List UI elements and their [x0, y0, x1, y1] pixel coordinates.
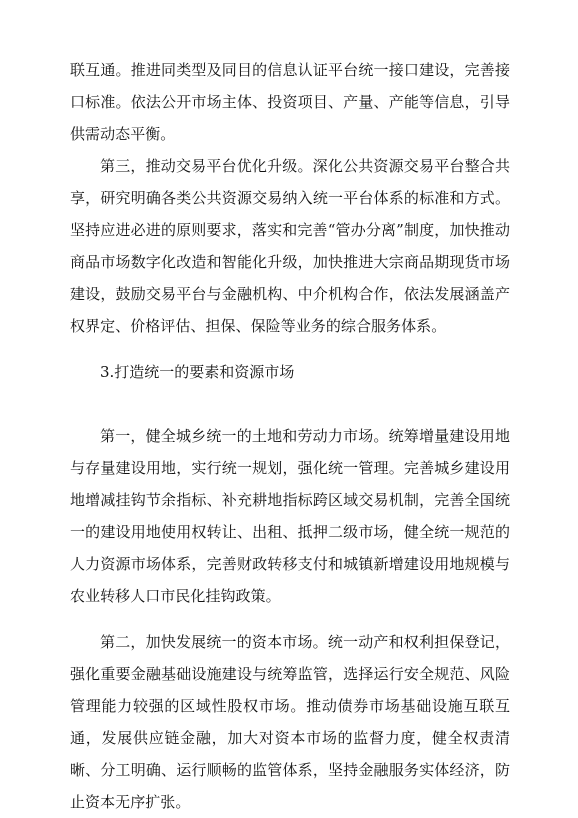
paragraph-trading-platform: 第三，推动交易平台优化升级。深化公共资源交易平台整合共享，研究明确各类公共资源交易纳入统一平台体系的标准和方式。坚持应进必进的原则要求，落实和完善“管办分离”制度，加快推动商品市场数字化改造和智能化升级，加快推进大宗商品期现货市场建设，鼓励交易平台与金融机构、中介机构合作，依法发展涵盖产权界定、价格评估、担保、保险等业务的综合服务体系。: [70, 157, 510, 335]
section-heading: 3.打造统一的要素和资源市场: [100, 363, 295, 381]
paragraph-land-labor-market: 第一，健全城乡统一的土地和劳动力市场。统筹增量建设用地与存量建设用地，实行统一规划，强化统一管理。完善城乡建设用地增减挂钩节余指标、补充耕地指标跨区域交易机制，完善全国统一的建设用地使用权转让、出租、抵押二级市场，健全统一规范的人力资源市场体系，完善财政转移支付和城镇新增建设用地规模与农业转移人口市民化挂钩政策。: [70, 427, 510, 605]
paragraph-continuation: 联互通。推进同类型及同目的信息认证平台统一接口建设，完善接口标准。依法公开市场主体、投资项目、产量、产能等信息，引导供需动态平衡。: [70, 61, 510, 143]
paragraph-capital-market: 第二，加快发展统一的资本市场。统一动产和权利担保登记，强化重要金融基础设施建设与统筹监管，选择运行安全规范、风险管理能力较强的区域性股权市场。推动债券市场基础设施互联互通，发展供应链金融，加大对资本市场的监督力度，健全权责清晰、分工明确、运行顺畅的监管体系，坚持金融服务实体经济，防止资本无序扩张。: [70, 633, 510, 811]
